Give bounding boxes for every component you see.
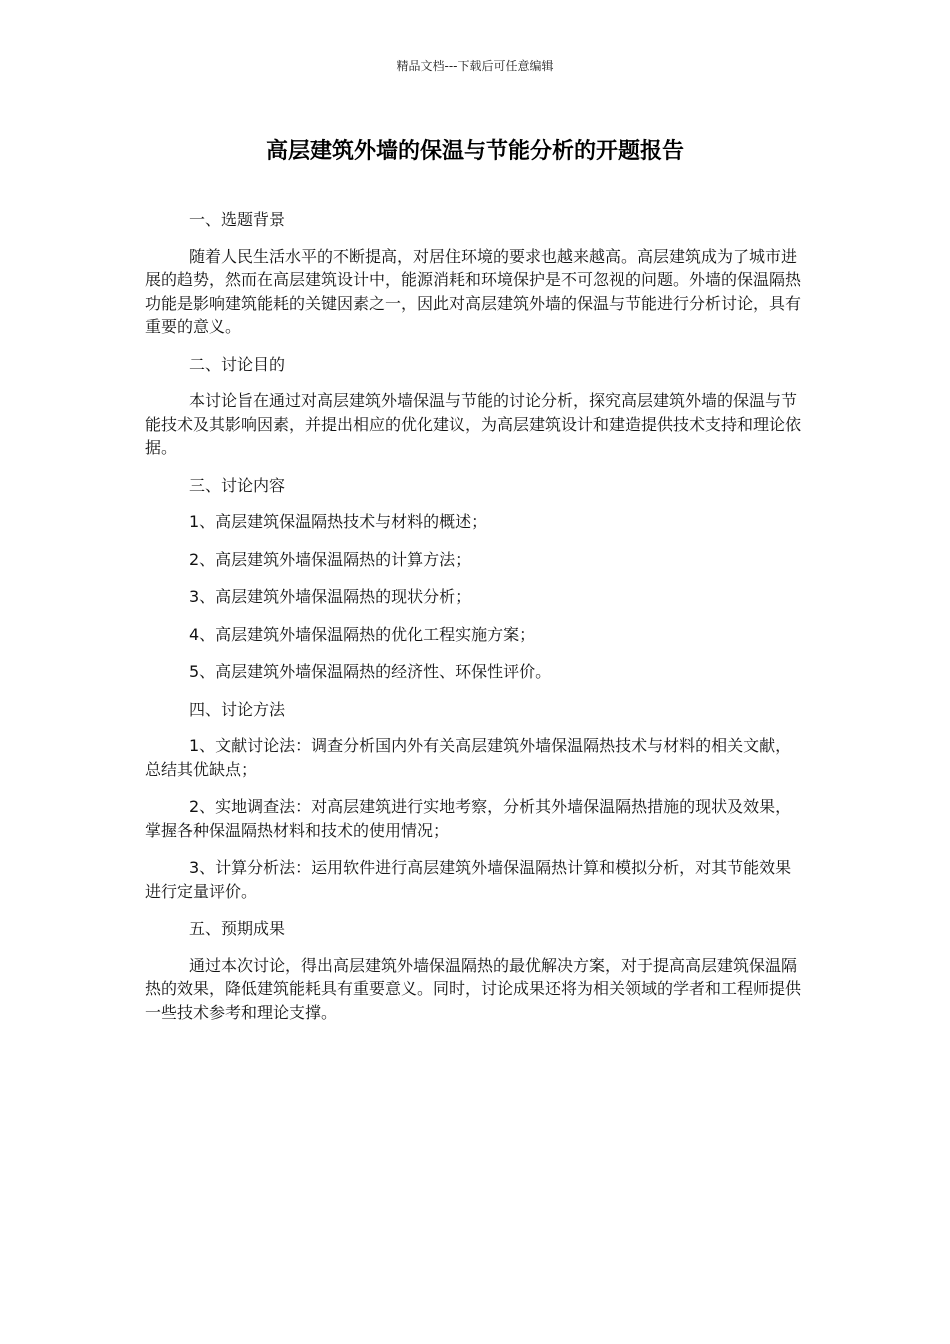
- list-item-method: 3、计算分析法：运用软件进行高层建筑外墙保温隔热计算和模拟分析，对其节能效果进行定量评价。: [145, 858, 792, 901]
- list-item-content: 1、高层建筑保温隔热技术与材料的概述；: [189, 512, 488, 531]
- paragraph-outcomes: 通过本次讨论，得出高层建筑外墙保温隔热的最优解决方案，对于提高高层建筑保温隔热的效果，降低建筑能耗具有重要意义。同时，讨论成果还将为相关领域的学者和工程师提供一些技术参考和理论支撑。: [145, 955, 802, 1022]
- list-item-method: 2、实地调查法：对高层建筑进行实地考察，分析其外墙保温隔热措施的现状及效果，掌握各种保温隔热材料和技术的使用情况；: [145, 797, 792, 840]
- list-item-content: 3、高层建筑外墙保温隔热的现状分析；: [189, 587, 472, 606]
- paragraph-background: 随着人民生活水平的不断提高，对居住环境的要求也越来越高。高层建筑成为了城市进展的趋势，然而在高层建筑设计中，能源消耗和环境保护是不可忽视的问题。外墙的保温隔热功能是影响建筑能耗的关键因素之一，因此对高层建筑外墙的保温与节能进行分析讨论，具有重要的意义。: [145, 246, 802, 336]
- list-item-method: 1、文献讨论法：调查分析国内外有关高层建筑外墙保温隔热技术与材料的相关文献，总结其优缺点；: [145, 736, 792, 779]
- section-heading-content: 三、讨论内容: [189, 475, 286, 495]
- section-heading-purpose: 二、讨论目的: [189, 354, 286, 374]
- section-heading-outcomes: 五、预期成果: [189, 919, 286, 938]
- section-heading-methods: 四、讨论方法: [189, 699, 286, 719]
- list-item-content: 5、高层建筑外墙保温隔热的经济性、环保性评价。: [189, 662, 552, 681]
- paragraph-purpose: 本讨论旨在通过对高层建筑外墙保温与节能的讨论分析，探究高层建筑外墙的保温与节能技术及其影响因素，并提出相应的优化建议，为高层建筑设计和建造提供技术支持和理论依据。: [145, 391, 802, 457]
- page-header: 精品文档---下载后可任意编辑: [396, 59, 554, 73]
- list-item-content: 2、高层建筑外墙保温隔热的计算方法；: [189, 549, 472, 569]
- section-heading-background: 一、选题背景: [189, 210, 286, 229]
- document-title: 高层建筑外墙的保温与节能分析的开题报告: [265, 139, 684, 164]
- list-item-content: 4、高层建筑外墙保温隔热的优化工程实施方案；: [189, 624, 536, 644]
- document-body: [145, 208, 805, 1038]
